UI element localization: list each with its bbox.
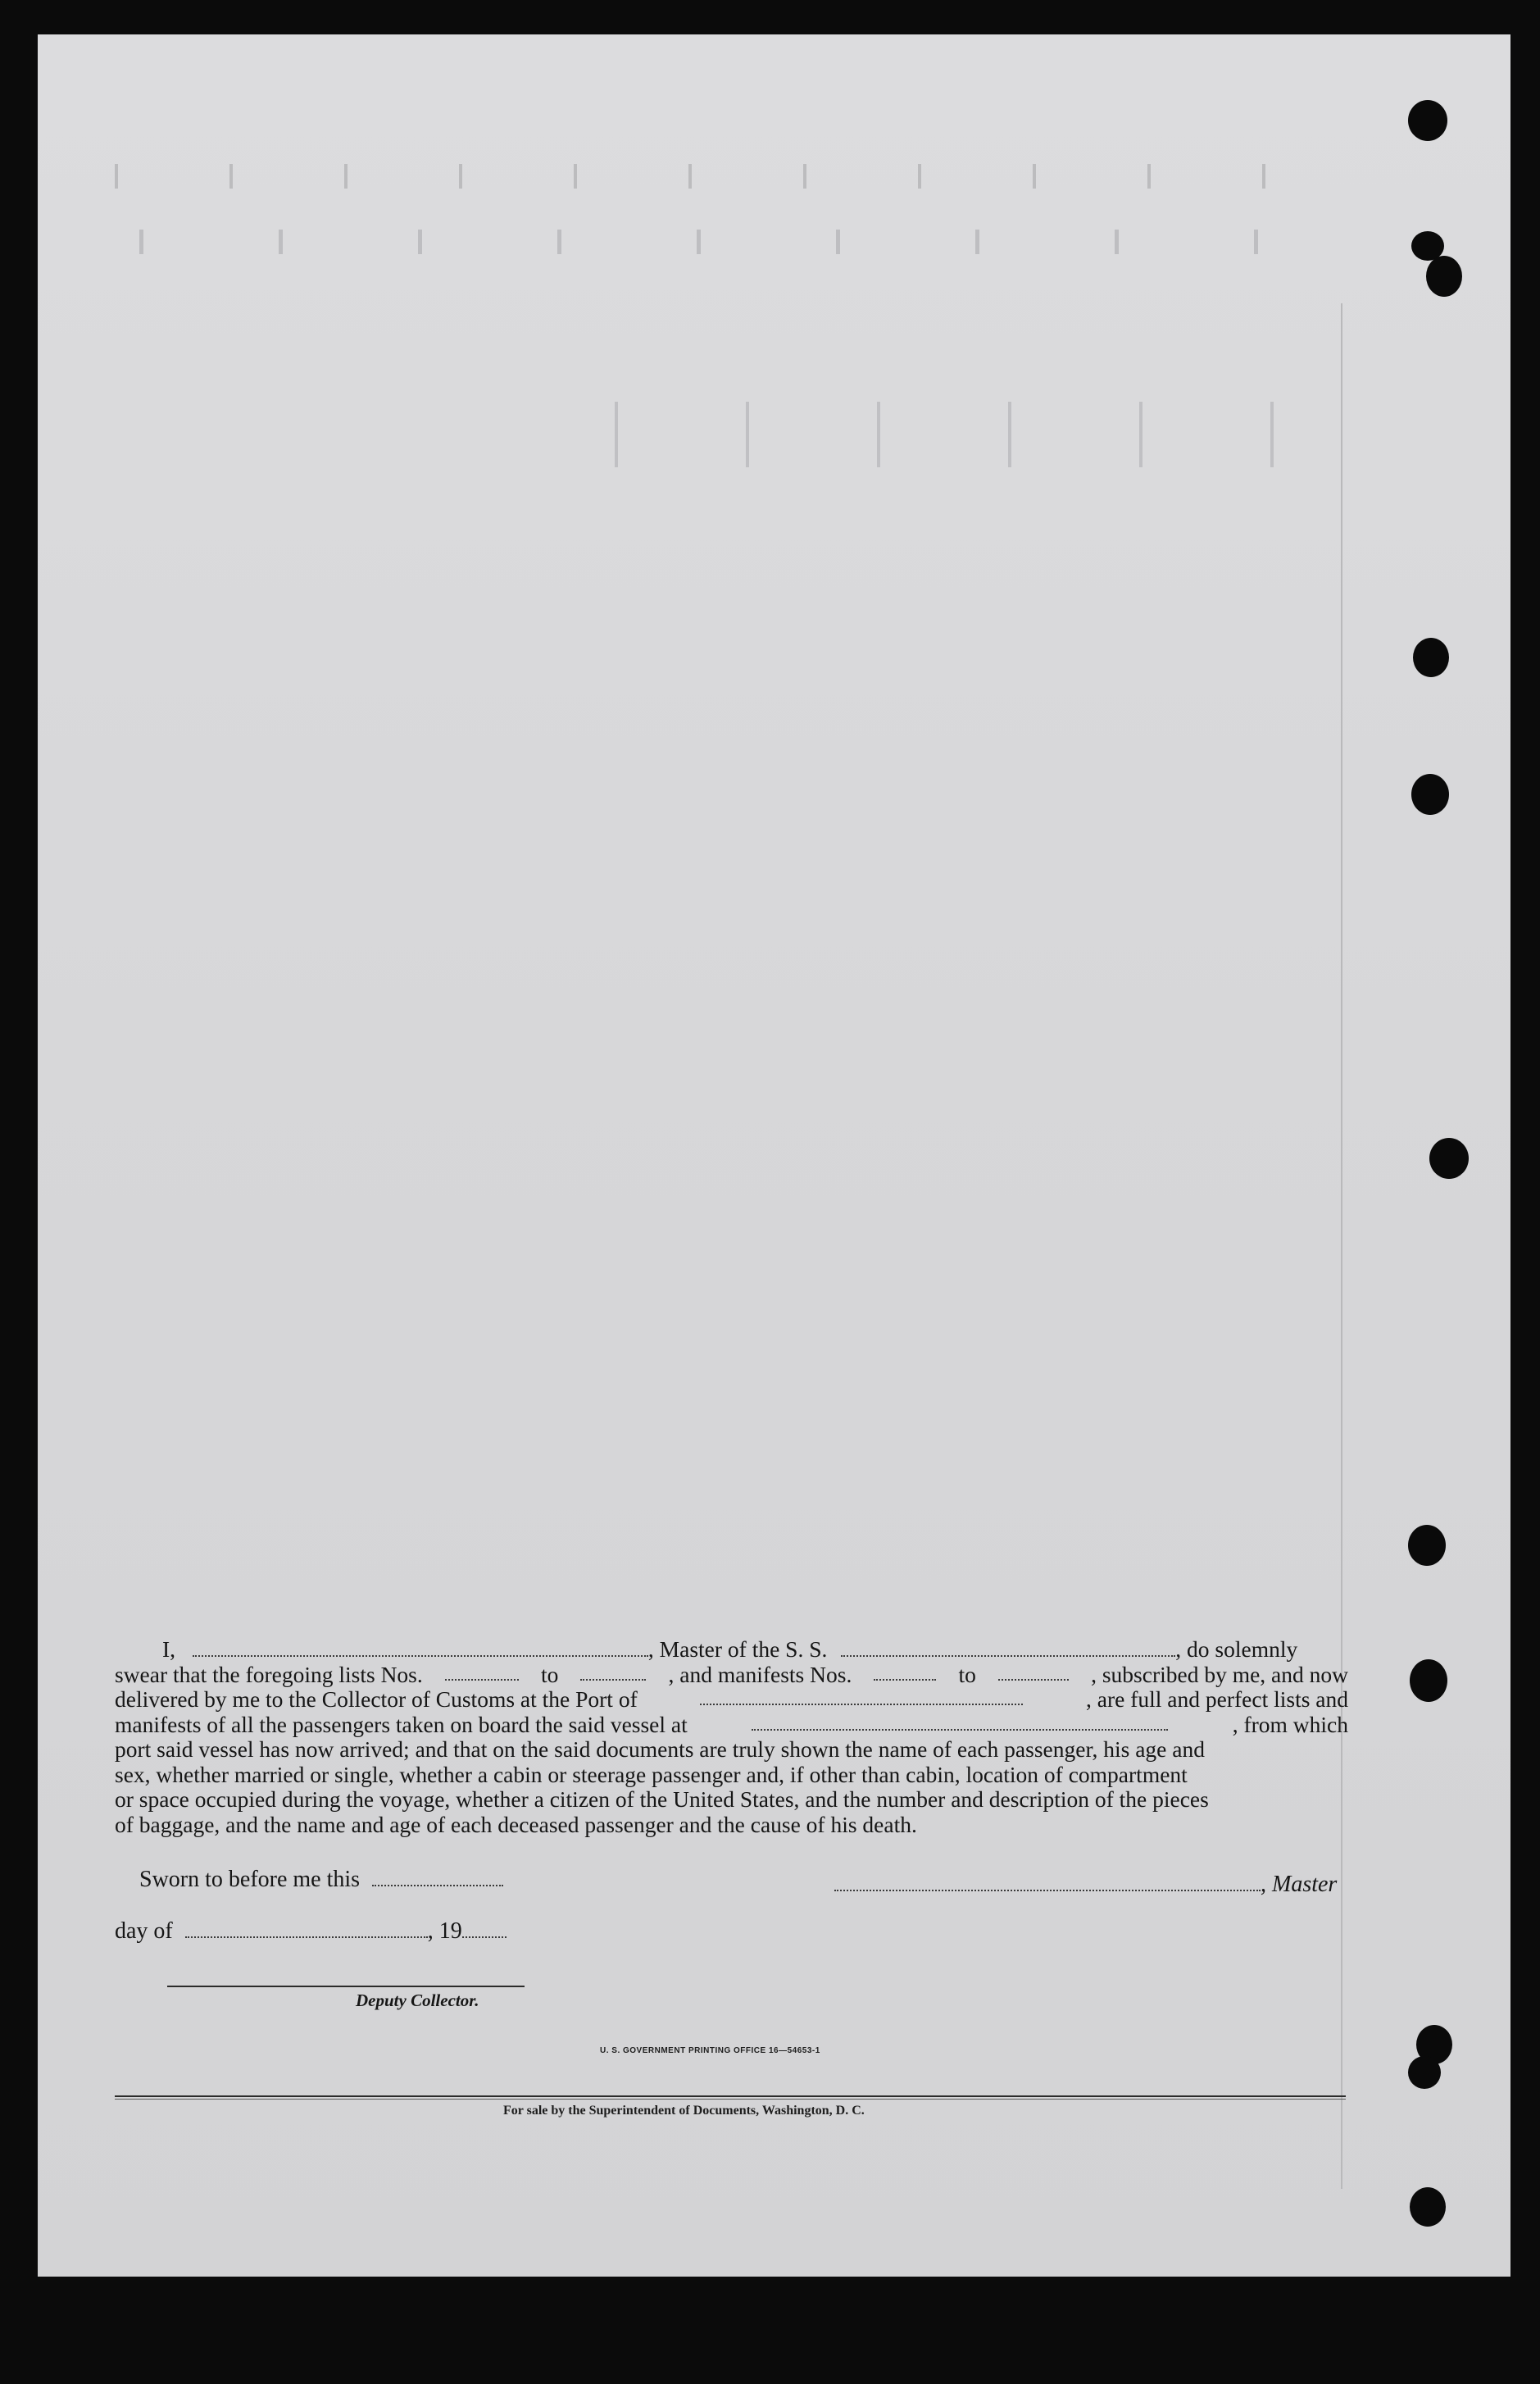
oath-line <box>115 1637 1348 1663</box>
oath-text: , subscribed by me, and now <box>1091 1661 1348 1687</box>
oath-text: to <box>540 1661 559 1687</box>
oath-text: to <box>958 1661 976 1687</box>
list-to-blank <box>580 1663 646 1681</box>
punch-hole <box>1410 1659 1447 1702</box>
oath-text: manifests of all the passengers taken on board the said vessel at <box>115 1711 688 1737</box>
page-fold-line <box>1341 303 1342 2189</box>
punch-hole <box>1408 2056 1441 2089</box>
manifest-to-blank <box>998 1663 1069 1681</box>
oath-line <box>115 1663 1348 1688</box>
list-from-blank <box>445 1663 519 1681</box>
deputy-signature-line <box>167 1986 525 1987</box>
oath-text: delivered by me to the Collector of Customs at the Port of <box>115 1686 638 1712</box>
embark-port-blank <box>752 1713 1168 1731</box>
oath-line <box>115 1763 1348 1788</box>
punch-hole <box>1413 638 1449 677</box>
port-blank <box>700 1687 1023 1705</box>
punch-hole <box>1408 1525 1446 1566</box>
footer-rule <box>115 2095 1346 2097</box>
sworn-label: Sworn to before me this <box>139 1867 361 1892</box>
manifest-from-blank <box>874 1663 936 1681</box>
oath-text: , Master of the S. S. <box>647 1636 828 1662</box>
master-label: , Master <box>1261 1872 1338 1897</box>
oath-line <box>115 1713 1348 1738</box>
sworn-date-blank <box>372 1868 503 1886</box>
bleed-through-marks <box>66 164 1295 189</box>
oath-text: , from which <box>1232 1711 1348 1737</box>
ship-name-blank <box>841 1639 1175 1657</box>
oath-text: I, <box>162 1636 176 1662</box>
month-blank <box>185 1920 428 1938</box>
year-blank <box>462 1920 507 1938</box>
year-prefix: , 19 <box>427 1918 462 1944</box>
oath-text: port said vessel has now arrived; and that on the said documents are truly shown the name of each passenger, his age and <box>115 1736 1205 1762</box>
oath-text: , do solemnly <box>1175 1636 1298 1662</box>
footer-rule <box>115 2099 1346 2100</box>
sworn-line <box>139 1867 503 1893</box>
oath-line <box>115 1737 1348 1763</box>
deputy-collector-label: Deputy Collector. <box>356 1990 479 2010</box>
master-signature-blank <box>834 1873 1261 1891</box>
master-signature-line <box>834 1872 1337 1898</box>
oath-text: , and manifests Nos. <box>668 1661 852 1687</box>
oath-paragraph <box>115 1637 1348 1837</box>
punch-hole <box>1411 774 1449 815</box>
master-name-blank <box>193 1639 648 1657</box>
oath-text: , are full and perfect lists and <box>1086 1686 1348 1712</box>
oath-text: sex, whether married or single, whether a cabin or steerage passenger and, if other than cabin, location of compartment <box>115 1761 1188 1787</box>
punch-hole <box>1429 1138 1469 1179</box>
punch-hole <box>1408 100 1447 141</box>
oath-text: or space occupied during the voyage, whether a citizen of the United States, and the number and description of the pieces <box>115 1786 1209 1812</box>
oath-line <box>115 1687 1348 1713</box>
oath-text: swear that the foregoing lists Nos. <box>115 1661 423 1687</box>
oath-text: of baggage, and the name and age of each deceased passenger and the cause of his death. <box>115 1811 917 1837</box>
oath-line <box>115 1813 1348 1838</box>
punch-hole <box>1410 2187 1446 2227</box>
day-of-label: day of <box>115 1918 173 1944</box>
printing-office-note: U. S. GOVERNMENT PRINTING OFFICE 16—54653-1 <box>600 2046 820 2055</box>
punch-hole <box>1426 256 1462 297</box>
bleed-through-marks <box>557 402 1295 467</box>
for-sale-note: For sale by the Superintendent of Documents, Washington, D. C. <box>503 2104 865 2118</box>
day-of-line <box>115 1918 507 1945</box>
bleed-through-marks <box>66 230 1295 254</box>
oath-line <box>115 1787 1348 1813</box>
